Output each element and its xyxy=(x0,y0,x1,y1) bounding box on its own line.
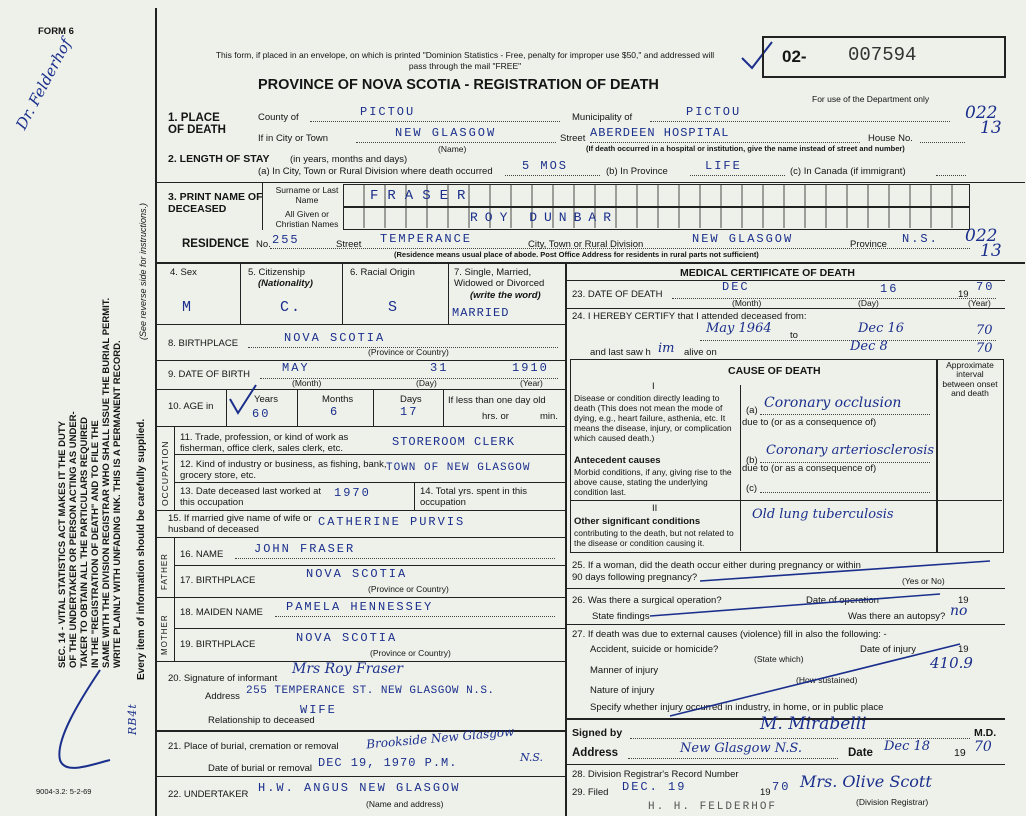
age-min-label: min. xyxy=(540,411,558,422)
burial-place: Brookside New Glasgow xyxy=(365,724,515,752)
marital-value: MARRIED xyxy=(452,306,510,320)
attended-line xyxy=(700,340,996,341)
rule xyxy=(155,262,1025,264)
trade-label: 11. Trade, profession, or kind of work as fisherman, office clerk, sales clerk, etc. xyxy=(180,432,349,455)
last-worked-value: 1970 xyxy=(334,486,371,500)
residence-province-label: Province xyxy=(850,239,887,250)
certify-label: 24. I HEREBY CERTIFY that I attended deceased from: xyxy=(572,311,807,322)
form-left-border xyxy=(155,8,157,816)
last-worked-label: 13. Date deceased last worked at this occupation xyxy=(180,486,322,508)
burial-label: 21. Place of burial, cremation or removal xyxy=(168,741,339,752)
informant-relationship: WIFE xyxy=(300,703,337,717)
autopsy-value: no xyxy=(950,603,968,619)
other-sub: contributing to the death, but not related to the disease or condition causing it. xyxy=(574,528,734,549)
informant-label: 20. Signature of informant xyxy=(168,673,278,684)
undertaker-label: 22. UNDERTAKER xyxy=(168,789,249,800)
woman-label: 25. If a woman, did the death occur either during pregnancy or within 90 days following pregnancy? xyxy=(572,560,861,583)
death-day-cap: (Day) xyxy=(858,298,879,308)
rule xyxy=(297,389,298,426)
side-notice-line: TAKER TO OBTAIN ALL THE PARTICULARS REQUIRED xyxy=(78,416,90,668)
death-year: 70 xyxy=(976,280,995,294)
yes-no-caption: (Yes or No) xyxy=(902,576,945,586)
father-section-label: FATHER xyxy=(160,553,169,590)
rule xyxy=(174,454,565,455)
medical-title: MEDICAL CERTIFICATE OF DEATH xyxy=(680,267,855,279)
death-date-label: 23. DATE OF DEATH xyxy=(572,289,663,300)
county-label: County of xyxy=(258,112,299,123)
other-value: Old lung tuberculosis xyxy=(752,507,894,522)
burial-place-2: N.S. xyxy=(520,751,544,764)
dept-use-label: For use of the Department only xyxy=(812,94,930,104)
stay-city-label: (a) In City, Town or Rural Division where death occurred xyxy=(258,166,493,177)
occupation-section-label: OCCUPATION xyxy=(160,440,170,506)
rule xyxy=(155,360,565,361)
mother-name-label: 18. MAIDEN NAME xyxy=(180,607,263,618)
record-number-label: 28. Division Registrar's Record Number xyxy=(572,769,739,780)
rule xyxy=(565,308,1005,309)
print-name-label: 3. PRINT NAME OF DECEASED xyxy=(168,191,263,216)
citizenship-value: C. xyxy=(280,299,303,316)
stay-city-line xyxy=(505,175,600,176)
rule xyxy=(565,764,1005,765)
manner-label: Manner of injury xyxy=(590,665,659,676)
age-months: 6 xyxy=(330,405,340,419)
death-date-line xyxy=(672,298,996,299)
age-days: 17 xyxy=(400,405,419,419)
date-year-prefix: 19 xyxy=(954,747,966,759)
rule xyxy=(174,628,565,629)
age-label: 10. AGE in xyxy=(168,401,214,412)
rule xyxy=(342,262,343,324)
house-label: House No. xyxy=(868,133,913,144)
accident-label: Accident, suicide or homicide? xyxy=(590,644,719,655)
address-line xyxy=(628,758,838,759)
cause-title: CAUSE OF DEATH xyxy=(728,365,821,377)
county-line xyxy=(310,121,560,122)
rule xyxy=(155,776,565,777)
rule xyxy=(174,597,175,661)
column-divider xyxy=(565,262,567,816)
informant-address: 255 TEMPERANCE ST. NEW GLASGOW N.S. xyxy=(246,685,495,697)
specify-label: Specify whether injury occurred in industry, in home, or in public place xyxy=(590,702,884,713)
rule xyxy=(155,426,565,427)
last-saw-him: im xyxy=(658,341,675,356)
residence-street-label: Street xyxy=(336,239,362,250)
birthplace-value: NOVA SCOTIA xyxy=(284,331,386,345)
stay-units: (in years, months and days) xyxy=(290,154,408,165)
age-months-label: Months xyxy=(322,394,354,405)
surgery-label: 26. Was there a surgical operation? xyxy=(572,595,722,606)
age-less-label: If less than one day old xyxy=(448,395,546,406)
margin-name-handwriting: Dr. Felderhof xyxy=(12,35,76,133)
signed-value: M. Mirabelli xyxy=(760,714,867,734)
municipality-line xyxy=(650,121,950,122)
racial-value: S xyxy=(388,299,400,316)
father-name: JOHN FRASER xyxy=(254,542,356,556)
form-label: FORM 6 xyxy=(38,26,74,37)
how-sustained: (How sustained) xyxy=(796,675,858,685)
death-year-cap: (Year) xyxy=(968,298,991,308)
marital-label: 7. Single, Married, Widowed or Divorced xyxy=(454,267,545,289)
side-note-info: Every item of information should be carefully supplied. xyxy=(136,418,147,680)
registrar-caption: (Division Registrar) xyxy=(856,797,929,807)
sex-value: M xyxy=(182,299,194,316)
rule xyxy=(414,482,415,510)
rule xyxy=(155,389,565,390)
residence-city-label: City, Town or Rural Division xyxy=(528,239,644,250)
sex-label: 4. Sex xyxy=(170,267,197,278)
racial-label: 6. Racial Origin xyxy=(350,267,415,278)
rule xyxy=(262,182,263,230)
external-label: 27. If death was due to external causes (violence) fill in also the following: - xyxy=(572,629,887,640)
strike-line xyxy=(640,590,960,620)
residence-no-label: No. xyxy=(256,239,271,250)
dob-label: 9. DATE OF BIRTH xyxy=(168,369,250,380)
dob-day: 31 xyxy=(430,361,449,375)
antecedent-label: Antecedent causes xyxy=(574,455,661,466)
side-notice-line: OF THE UNDERTAKER OR PERSON ACTING AS UNDER- xyxy=(67,411,79,668)
findings-label: State findings xyxy=(592,611,650,622)
residence-note: (Residence means usual place of abode. Post Office Address for residents in rural parts not sufficient) xyxy=(394,250,759,259)
rule xyxy=(174,482,565,483)
injury-year: 19 xyxy=(958,644,969,655)
cause-b-letter: (b) xyxy=(746,455,758,466)
signed-label: Signed by xyxy=(572,727,623,739)
date-label: Date xyxy=(848,747,873,759)
length-of-stay-label: 2. LENGTH OF STAY xyxy=(168,153,270,165)
rule xyxy=(570,500,1002,501)
code-2b: 13 xyxy=(980,241,1002,261)
side-notice-line: SAME WITH THE DIVISION REGISTRAR WHO SHALL ISSUE THE BURIAL PERMIT. xyxy=(100,297,112,668)
registrar-signature: Mrs. Olive Scott xyxy=(800,772,932,791)
rule xyxy=(240,262,241,324)
rule xyxy=(443,389,444,426)
roman-1: I xyxy=(652,381,655,392)
antecedent-sub: Morbid conditions, if any, giving rise to the above cause, stating the underlying condition last. xyxy=(574,467,732,498)
residence-label: RESIDENCE xyxy=(182,238,250,250)
filed-date: DEC. 19 xyxy=(622,780,687,794)
street-line xyxy=(590,142,860,143)
stay-province-value: LIFE xyxy=(705,159,742,173)
residence-province: N.S. xyxy=(902,232,939,246)
death-year-prefix: 19 xyxy=(958,289,969,300)
age-hrs-label: hrs. or xyxy=(482,411,509,422)
spouse-label: 15. If married give name of wife or husband of deceased xyxy=(168,513,312,535)
undertaker-value: H.W. ANGUS NEW GLASGOW xyxy=(258,781,461,795)
last-saw-year: 70 xyxy=(976,341,993,356)
dob-year-cap: (Year) xyxy=(520,378,543,388)
autopsy-label: Was there an autopsy? xyxy=(848,611,946,622)
age-years-label: Years xyxy=(254,394,278,405)
city-value: NEW GLASGOW xyxy=(395,126,497,140)
stamp-name: H. H. FELDERHOF xyxy=(648,801,778,813)
burial-date: DEC 19, 1970 P.M. xyxy=(318,756,458,770)
roman-2: II xyxy=(652,503,658,514)
age-years: 60 xyxy=(252,407,271,421)
residence-number: 255 xyxy=(272,233,300,247)
state-which: (State which) xyxy=(754,654,804,664)
rule xyxy=(174,426,175,510)
birthplace-caption: (Province or Country) xyxy=(368,347,449,357)
surgery-date-label: Date of operation xyxy=(806,595,879,606)
residence-street: TEMPERANCE xyxy=(380,232,473,246)
informant-address-label: Address xyxy=(205,691,240,702)
industry-label: 12. Kind of industry or business, as fishing, bank, grocery store, etc. xyxy=(180,459,387,482)
father-birthplace-label: 17. BIRTHPLACE xyxy=(180,575,256,586)
county-value: PICTOU xyxy=(360,105,416,119)
cause-c-line xyxy=(760,492,930,493)
street-value: ABERDEEN HOSPITAL xyxy=(590,126,730,140)
cause-a: Coronary occlusion xyxy=(764,395,902,411)
strike-line xyxy=(650,640,970,720)
icd-code: 410.9 xyxy=(930,654,973,672)
rule xyxy=(565,280,1005,281)
age-days-label: Days xyxy=(400,394,422,405)
other-label: Other significant conditions xyxy=(574,516,701,527)
interval-label: Approximate interval between onset and death xyxy=(942,360,998,399)
margin-initials: RB4t xyxy=(126,703,139,735)
spouse-value: CATHERINE PURVIS xyxy=(318,515,466,529)
attended-to-label: to xyxy=(790,330,798,341)
surname-label: Surname or Last Name xyxy=(275,185,339,205)
given-label: All Given or Christian Names xyxy=(275,209,339,229)
dob-month: MAY xyxy=(282,361,310,375)
address-value: New Glasgow N.S. xyxy=(680,741,802,756)
attended-from: May 1964 xyxy=(706,321,772,336)
father-name-label: 16. NAME xyxy=(180,549,224,560)
total-years-label: 14. Total yrs. spent in this occupation xyxy=(420,486,528,508)
form-title: PROVINCE OF NOVA SCOTIA - REGISTRATION OF DEATH xyxy=(258,77,659,93)
date-value: Dec 18 xyxy=(884,739,931,754)
serial-prefix: 02- xyxy=(782,47,807,66)
place-of-death-label: 1. PLACE OF DEATH xyxy=(168,112,226,137)
cause-a-letter: (a) xyxy=(746,405,758,416)
date-year: 70 xyxy=(974,739,992,755)
nature-label: Nature of injury xyxy=(590,685,655,696)
mother-birthplace: NOVA SCOTIA xyxy=(296,631,398,645)
father-caption: (Province or Country) xyxy=(368,584,449,594)
cause-a-line xyxy=(760,414,930,415)
surgery-year: 19 xyxy=(958,595,969,606)
due-to-1: due to (or as a consequence of) xyxy=(742,417,877,428)
rule xyxy=(155,324,565,325)
stay-canada-line xyxy=(936,175,966,176)
attended-to: Dec 16 xyxy=(858,321,905,336)
filed-year-prefix: 19 xyxy=(760,787,771,798)
residence-line xyxy=(270,248,970,249)
citizenship-label: 5. Citizenship xyxy=(248,267,306,278)
mother-caption: (Province or Country) xyxy=(370,648,451,658)
death-day: 16 xyxy=(880,282,899,296)
serial-number: 007594 xyxy=(848,44,917,66)
dob-month-cap: (Month) xyxy=(292,378,322,388)
citizenship-sub: (Nationality) xyxy=(258,278,313,289)
death-month: DEC xyxy=(722,280,750,294)
birthplace-label: 8. BIRTHPLACE xyxy=(168,338,239,349)
strike-line xyxy=(700,555,1000,585)
injury-date-label: Date of injury xyxy=(860,644,916,655)
stay-city-value: 5 MOS xyxy=(522,159,569,173)
filed-label: 29. Filed xyxy=(572,787,609,798)
name-caption: (Name) xyxy=(438,144,467,154)
rule xyxy=(565,588,1005,589)
code-2: 022 xyxy=(965,226,998,246)
alive-on-label: alive on xyxy=(684,347,717,358)
given-value: ROY DUNBAR xyxy=(470,210,619,225)
father-name-line xyxy=(235,558,555,559)
industry-value: TOWN OF NEW GLASGOW xyxy=(386,462,531,474)
disease-label: Disease or condition directly leading to death (This does not mean the mode of dying, e.g., heart failure, asthenia, etc. It means the disease, injury, or complication which caused death.) xyxy=(574,393,732,444)
code-1: 022 xyxy=(965,103,998,123)
rule xyxy=(448,262,449,324)
due-to-2: due to (or as a consequence of) xyxy=(742,463,877,474)
rule xyxy=(174,537,175,597)
print-code: 9004-3.2: 5-2-69 xyxy=(36,787,92,796)
rule xyxy=(740,385,741,551)
street-label: Street xyxy=(560,133,586,144)
burial-date-label: Date of burial or removal xyxy=(208,763,313,774)
rule xyxy=(155,182,1025,183)
dob-year: 1910 xyxy=(512,361,549,375)
marital-sub: (write the word) xyxy=(470,290,541,301)
rule xyxy=(565,624,1005,625)
side-notice-line: SEC. 14 - VITAL STATISTICS ACT MAKES IT THE DUTY xyxy=(57,420,68,668)
cause-b: Coronary arteriosclerosis xyxy=(766,443,935,458)
mother-name-line xyxy=(275,616,555,617)
relationship-label: Relationship to deceased xyxy=(208,715,315,726)
margin-signature-mark xyxy=(40,660,120,780)
rule xyxy=(155,597,565,598)
city-label: If in City or Town xyxy=(258,133,329,144)
undertaker-caption: (Name and address) xyxy=(366,799,444,809)
last-saw-label: and last saw h xyxy=(590,347,651,358)
rule xyxy=(155,537,565,538)
attended-to-year: 70 xyxy=(976,323,993,338)
stay-province-label: (b) In Province xyxy=(606,166,668,177)
md-label: M.D. xyxy=(974,727,997,739)
municipality-value: PICTOU xyxy=(686,105,742,119)
dob-day-cap: (Day) xyxy=(416,378,437,388)
stay-canada-label: (c) In Canada (if immigrant) xyxy=(790,166,906,177)
address-label: Address xyxy=(572,747,619,759)
cause-c-letter: (c) xyxy=(746,483,758,494)
municipality-label: Municipality of xyxy=(572,112,633,123)
informant-signature: Mrs Roy Fraser xyxy=(292,661,403,677)
side-notice-line: WRITE PLAINLY WITH UNFADING INK. THIS IS A PERMANENT RECORD. xyxy=(111,340,123,668)
rule xyxy=(174,565,565,566)
stay-province-line xyxy=(690,175,785,176)
residence-city: NEW GLASGOW xyxy=(692,232,794,246)
father-birthplace: NOVA SCOTIA xyxy=(306,567,408,581)
house-line xyxy=(920,142,965,143)
last-saw-value: Dec 8 xyxy=(850,339,888,354)
mother-birthplace-label: 19. BIRTHPLACE xyxy=(180,639,256,650)
side-note-reverse: (See reverse side for instructions.) xyxy=(138,202,148,340)
side-notice-line: IN THE "REGISTRATION OF DEATH" AND TO FILE THE xyxy=(89,420,101,668)
mother-name: PAMELA HENNESSEY xyxy=(286,600,434,614)
envelope-note: This form, if placed in an envelope, on which is printed "Dominion Statistics - Free, penalty for improper use $50," and addressed will pass through the mail "FREE" xyxy=(215,50,715,71)
code-1b: 13 xyxy=(980,118,1002,138)
side-notice xyxy=(58,298,124,668)
death-month-cap: (Month) xyxy=(732,298,762,308)
trade-value: STOREROOM CLERK xyxy=(392,435,516,449)
rule xyxy=(373,389,374,426)
surname-value: FRASER xyxy=(370,188,475,204)
city-line xyxy=(356,142,556,143)
rule xyxy=(155,510,565,511)
filed-year: 70 xyxy=(772,780,791,794)
hospital-note: (If death occurred in a hospital or institution, give the name instead of street and number) xyxy=(586,144,905,153)
mother-section-label: MOTHER xyxy=(160,614,169,655)
